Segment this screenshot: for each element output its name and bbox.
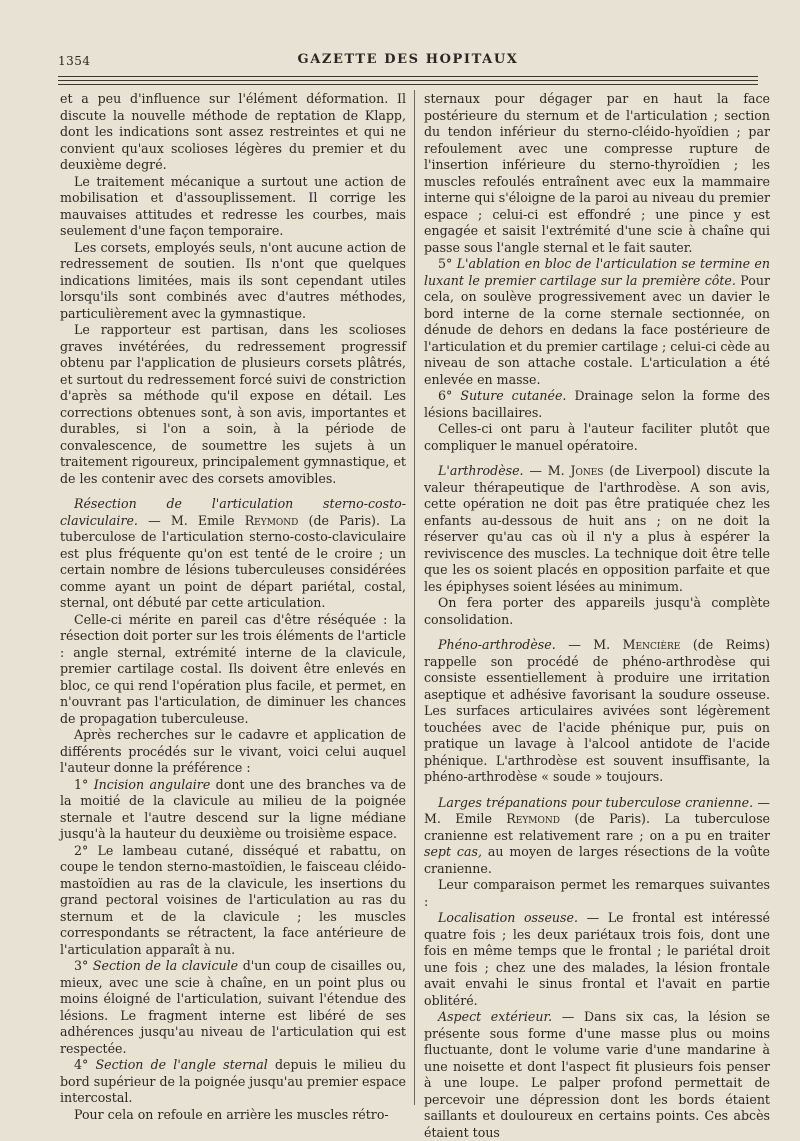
step-paragraph: 6° Suture cutanée. Drainage selon la forme des lésions bacillaires.: [424, 388, 770, 420]
section-paragraph: L'arthrodèse. — M. Jones (de Liverpool) discute la valeur thérapeutique de l'arthrodèse. A son avis, cette opération ne doit pas être pratiquée chez les enfants au-dessous de huit ans ; on ne doit la réserver qu'au cas où il n'y a plus à espérer la reviviscence des muscles. La technique doit être telle que les os soient placés en opposition parfaite et que les épiphyses soient lésées au minimum.: [424, 463, 770, 594]
paragraph: Après recherches sur le cadavre et application de différents procédés sur le vivant, voici celui auquel l'auteur donne la préférence :: [60, 727, 406, 775]
subsection-title: Aspect extérieur.: [438, 1009, 553, 1024]
author-name: Reymond: [506, 811, 560, 826]
step-paragraph: 5° L'ablation en bloc de l'articulation se termine en luxant le premier cartilage sur la première côte. Pour cela, on soulève progressivement avec un davier le bord interne de la corne sternale sectionnée, on dénude de dehors en dedans la face postérieure de l'articulation et du premier cartilage ; celui-ci cède au niveau de son attache costale. L'articulation a été enlevée en masse.: [424, 256, 770, 387]
right-column: [424, 91, 770, 1141]
column-divider: [414, 90, 415, 1105]
subsection-paragraph: Localisation osseuse. — Le frontal est intéressé quatre fois ; les deux pariétaux trois fois, dont une fois en même temps que le frontal ; le pariétal droit une fois ; chez une des malades, la lésion frontale avait envahi le sinus frontal et l'avait en partie oblitéré.: [424, 910, 770, 1008]
page-number: 1354: [58, 54, 91, 68]
section-title: L'arthrodèse.: [438, 463, 524, 478]
author-name: Reymond: [244, 512, 299, 528]
paragraph: Celle-ci mérite en pareil cas d'être réséquée : la résection doit porter sur les trois éléments de l'article : angle sternal, extrémité interne de la clavicule, premier cartilage costal. Ils doivent être enlevés en bloc, ce qui rend l'opération plus facile, et permet, en n'ouvrant pas l'articulation, de diminuer les chances de propagation tuberculeuse.: [60, 611, 406, 726]
paragraph: Les corsets, employés seuls, n'ont aucune action de redressement de soutien. Ils n'ont que quelques indications limitées, mais ils sont cependant utiles lorsqu'ils sont combinés avec d'autres méthodes, particulièrement avec la gymnastique.: [60, 239, 406, 321]
paragraph: Celles-ci ont paru à l'auteur faciliter plutôt que compliquer le manuel opératoire.: [424, 421, 770, 453]
step-paragraph: 1° Incision angulaire dont une des branches va de la moitié de la clavicule au milieu de la poignée sternale et l'autre descend sur la ligne médiane jusqu'à la hauteur du deuxième ou troisième espace.: [60, 776, 406, 841]
running-title: GAZETTE DES HOPITAUX: [297, 52, 519, 67]
paragraph: Pour cela on refoule en arrière les muscles rétro-: [74, 1106, 389, 1122]
section-title: Résection de l'articulation sterno-costo-claviculaire.: [60, 496, 406, 528]
section-title: Larges trépanations pour tuberculose cranienne.: [438, 794, 754, 810]
author-name: Jones: [570, 463, 604, 478]
paragraph: On fera porter des appareils jusqu'à complète consolidation.: [424, 595, 770, 627]
paragraph: Le rapporteur est partisan, dans les scolioses graves invétérées, du redressement progressif obtenu par l'application de plusieurs corsets plâtrés, et surtout du redressement forcé suivi de constriction d'après sa méthode qu'il expose en détail. Les corrections obtenues sont, à son avis, importantes et durables, si l'on a soin, à la période de convalescence, de soumettre les sujets à un traitement rigoureux, principalement gymnastique, et de les contenir avec des corsets amovibles.: [60, 322, 406, 486]
step-title: Suture cutanée.: [460, 388, 567, 403]
step-paragraph: 4° Section de l'angle sternal depuis le milieu du bord supérieur de la poignée jusqu'au premier espace intercostal.: [60, 1057, 406, 1105]
step-title: L'ablation en bloc de l'articulation se termine en luxant le premier cartilage sur la première côte.: [424, 256, 770, 288]
header-rule-bottom: [58, 84, 758, 85]
page-header: [58, 52, 758, 72]
step-title: Section de la clavicule: [92, 958, 239, 973]
step-title: Incision angulaire: [93, 776, 211, 792]
section-title: Phéno-arthrodèse.: [438, 637, 556, 652]
subsection-paragraph: Aspect extérieur. — Dans six cas, la lésion se présente sous forme d'une masse plus ou moins fluctuante, dont le volume varie d'une mandarine à une noisette et dont l'aspect fit plusieurs fois penser à une loupe. Le palper profond permettait de percevoir une dépression dont les bords étaient saillants et douloureux en certains points. Ces abcès étaient tous: [424, 1009, 770, 1140]
header-rule-top: [58, 76, 758, 77]
paragraph: sternaux pour dégager par en haut la face postérieure du sternum et de l'articulation ; section du tendon inférieur du sterno-cléido-hyoïdien ; par refoulement avec une compresse rupture de l'insertion inférieure du sterno-thyroïdien ; les muscles refoulés entraînent avec eux la mammaire interne qui s'éloigne de la paroi au niveau du premier espace ; celui-ci est effondré ; une pince y est engagée et saisit l'extrémité d'une scie à chaîne qui passe sous l'angle sternal et le fait sauter.: [424, 91, 770, 255]
section-paragraph: Phéno-arthrodèse. — M. Mencière (de Reims) rappelle son procédé de phéno-arthrodèse qui consiste essentiellement à produire une irritation aseptique et adhésive favorisant la soudure osseuse. Les surfaces articulaires avivées sont légèrement touchées avec de l'acide phénique pur, puis on pratique un lavage à l'alcool antidote de l'acide phénique. L'arthrodèse est souvent insuffisante, la phéno-arthrodèse « soude » toujours.: [424, 637, 770, 784]
section-paragraph: Résection de l'articulation sterno-costo-claviculaire. — M. Emile Reymond (de Paris). La tuberculose de l'articulation sterno-costo-claviculaire est plus fréquente qu'on est tenté de le croire ; un certain nombre de lésions tuberculeuses considérées comme ayant un point de départ pariétal, costal, sternal, ont débuté par cette articulation.: [60, 496, 406, 610]
paragraph: Leur comparaison permet les remarques suivantes :: [424, 877, 770, 909]
step-paragraph: 3° Section de la clavicule d'un coup de cisailles ou, mieux, avec une scie à chaîne, en un point plus ou moins éloigné de l'articulation, suivant l'étendue des lésions. Le fragment interne est libéré de ses adhérences jusqu'au niveau de l'articulation qui est respectée.: [60, 958, 406, 1056]
paragraph: et a peu d'influence sur l'élément déformation. Il discute la nouvelle méthode de reptation de Klapp, dont les indications sont assez restreintes et qui ne convient qu'aux scolioses légères du premier et du deuxième degré.: [60, 91, 406, 172]
subsection-title: Localisation osseuse.: [438, 910, 578, 925]
left-column: [60, 91, 406, 1123]
step-paragraph: 2° Le lambeau cutané, disséqué et rabattu, on coupe le tendon sterno-mastoïdien, le faisceau cléido-mastoïdien au ras de la clavicule, les insertions du grand pectoral voisines de l'articulation au ras du sternum et de la clavicule ; les muscles correspondants se rétractent, la face antérieure de l'articulation apparaît à nu.: [60, 842, 406, 957]
section-paragraph: Larges trépanations pour tuberculose cranienne. — M. Emile Reymond (de Paris). La tuberculose cranienne est relativement rare ; on a pu en traiter sept cas, au moyen de larges résections de la voûte cranienne.: [424, 794, 770, 876]
author-name: Mencière: [622, 637, 681, 652]
step-title: Section de l'angle sternal: [95, 1057, 268, 1072]
paragraph: Le traitement mécanique a surtout une action de mobilisation et d'assouplissement. Il corrige les mauvaises attitudes et redresse les courbes, mais seulement d'une façon temporaire.: [60, 173, 406, 238]
header-rule-middle: [58, 80, 758, 81]
